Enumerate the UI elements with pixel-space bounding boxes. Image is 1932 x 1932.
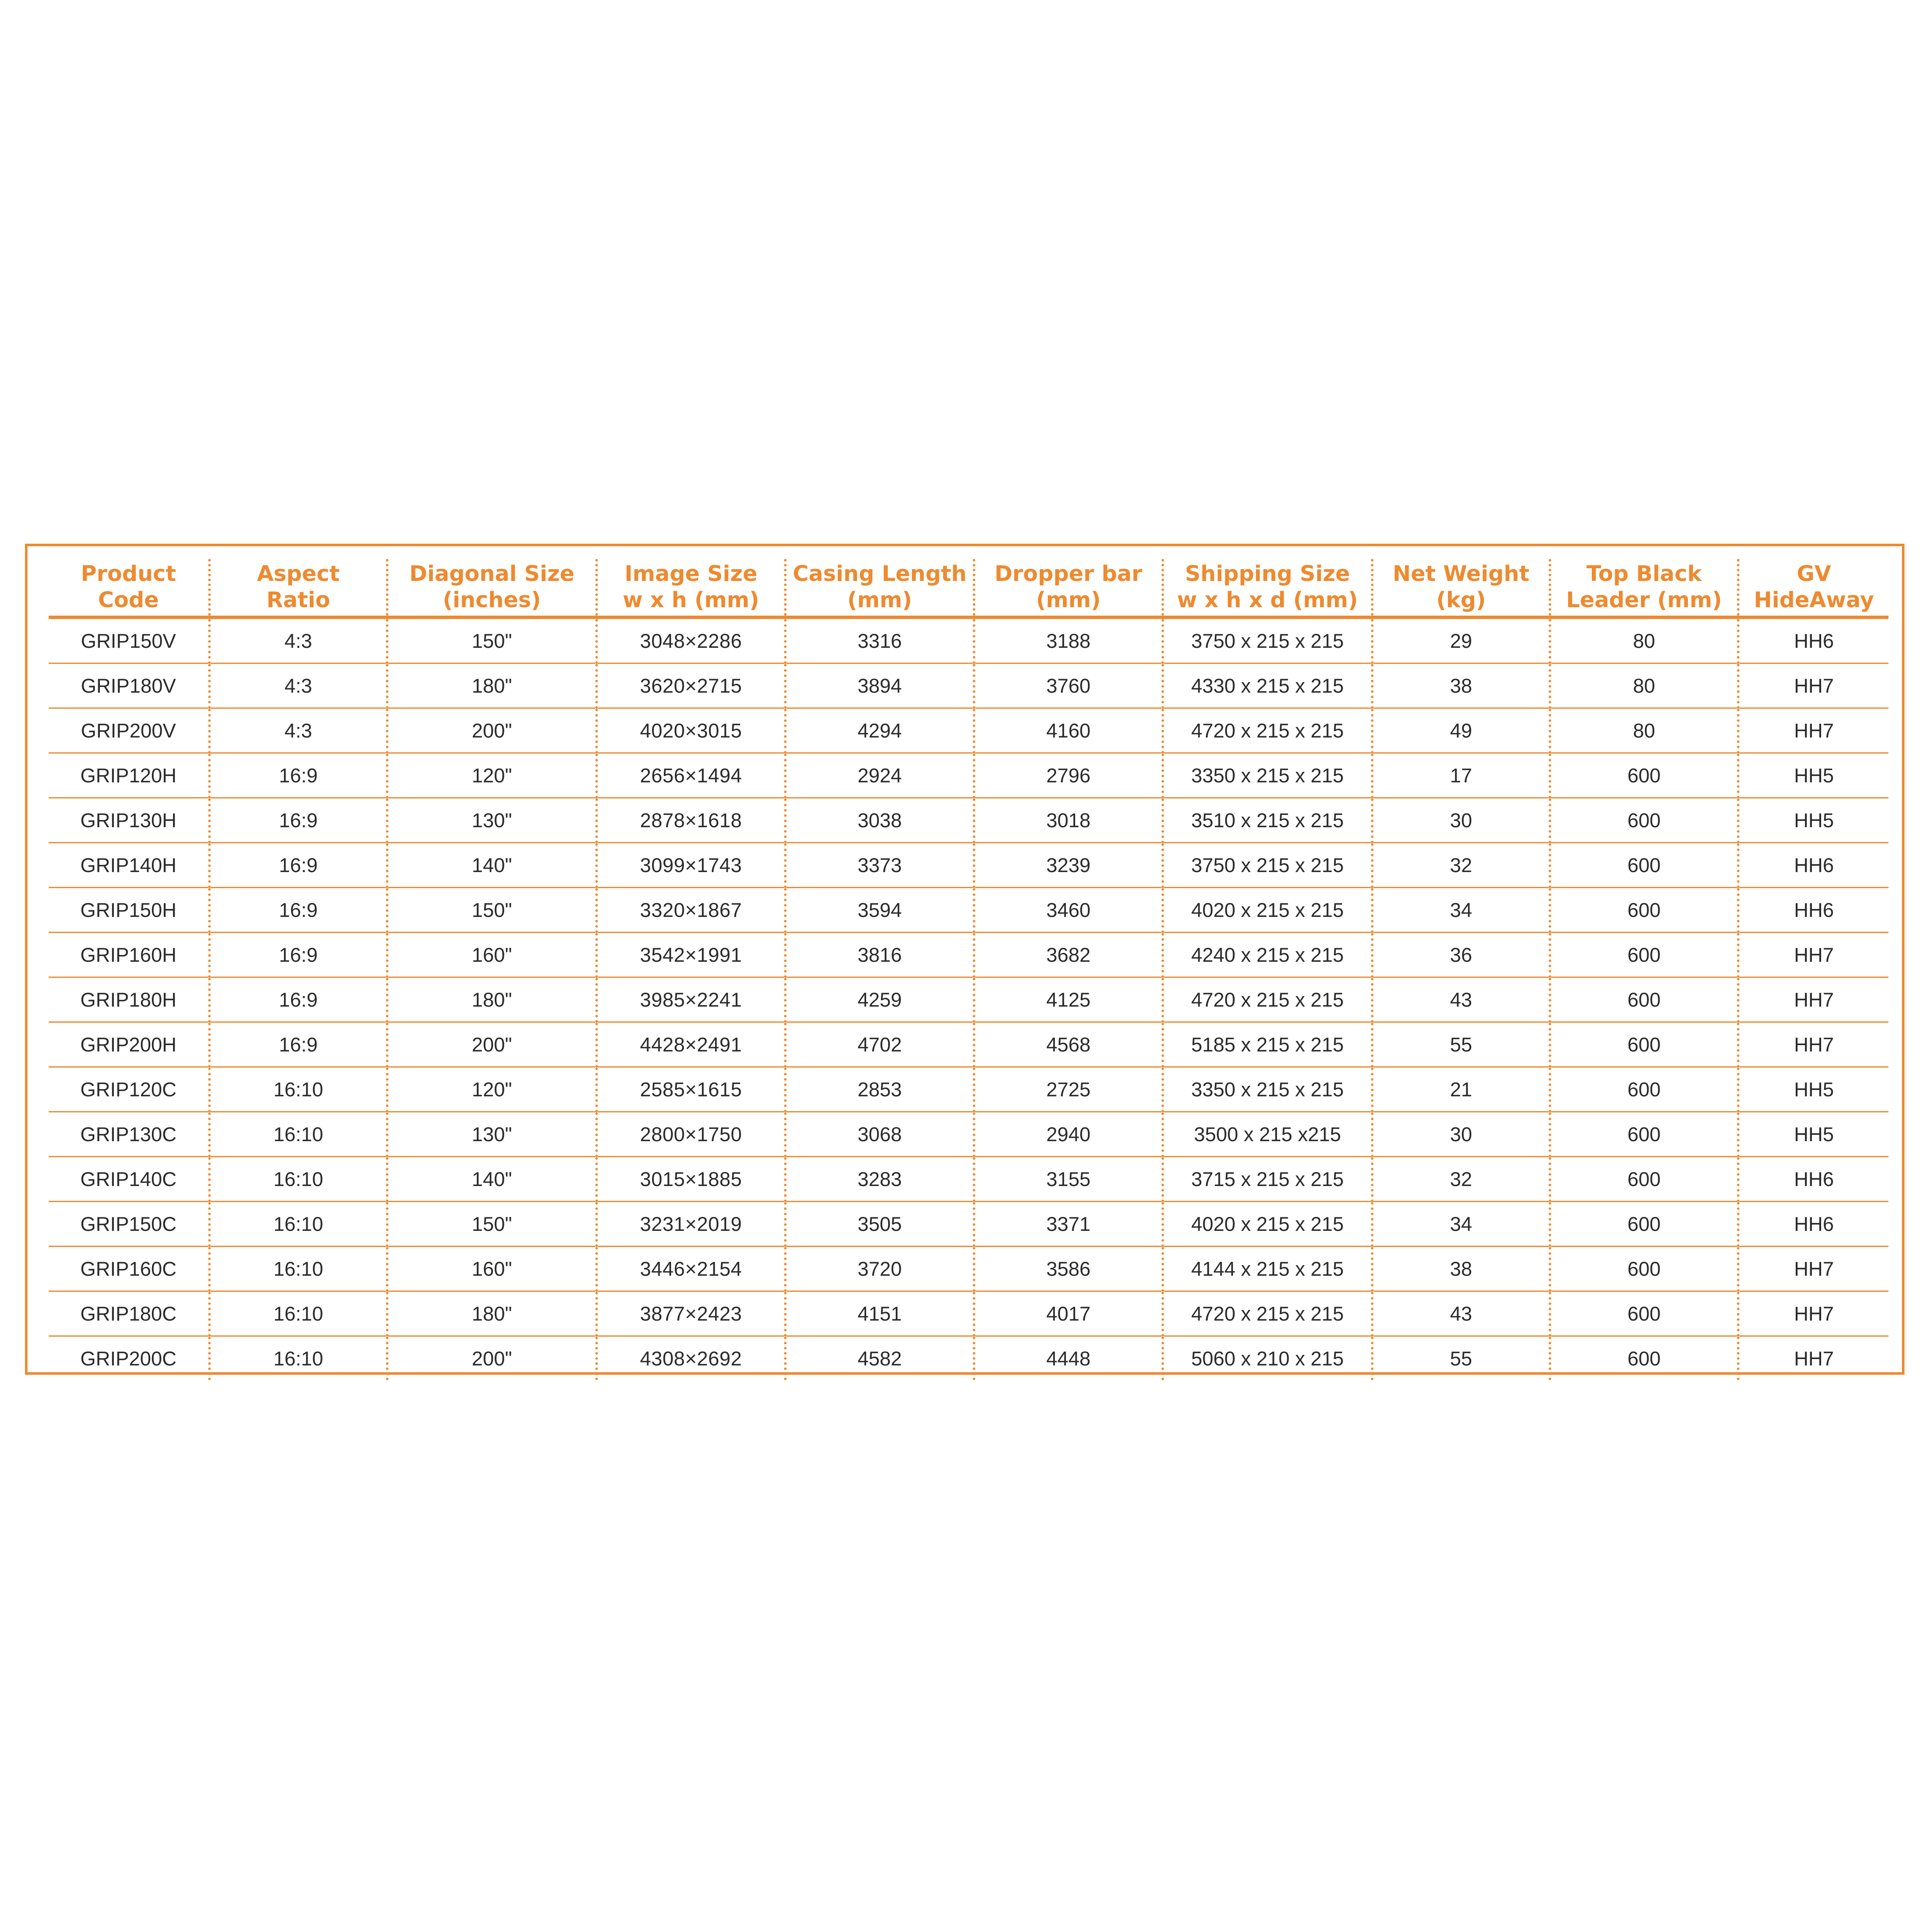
table-row [49,798,1888,843]
table-row [49,1067,1888,1112]
header-text-line: Net Weight [1393,561,1530,586]
cell-product-code: GRIP160C [49,1247,209,1291]
cell-casing-length: 2853 [785,1067,974,1112]
cell-image-size: 3542×1991 [597,933,785,977]
cell-net-weight: 21 [1372,1067,1550,1112]
cell-dropper-bar: 2796 [974,753,1163,798]
cell-diagonal-size: 200" [387,1022,597,1067]
cell-gv-hideaway: HH7 [1738,1022,1888,1067]
table-row [49,1112,1888,1157]
cell-top-black-leader: 600 [1550,1202,1738,1247]
cell-net-weight: 34 [1372,1202,1550,1247]
cell-shipping-size: 4240 x 215 x 215 [1163,933,1372,977]
spec-table [49,559,1888,1380]
header-aspect-ratio [209,559,387,617]
header-net-weight [1372,559,1550,617]
cell-net-weight: 43 [1372,977,1550,1022]
cell-casing-length: 3373 [785,843,974,888]
cell-product-code: GRIP120H [49,753,209,798]
cell-net-weight: 36 [1372,933,1550,977]
cell-shipping-size: 3510 x 215 x 215 [1163,798,1372,843]
cell-dropper-bar: 2725 [974,1067,1163,1112]
cell-aspect-ratio: 16:9 [209,798,387,843]
cell-dropper-bar: 4125 [974,977,1163,1022]
header-casing-length [785,559,974,617]
cell-aspect-ratio: 16:9 [209,933,387,977]
header-image-size [597,559,785,617]
cell-diagonal-size: 160" [387,933,597,977]
cell-gv-hideaway: HH5 [1738,1067,1888,1112]
cell-gv-hideaway: HH7 [1738,1336,1888,1381]
cell-gv-hideaway: HH6 [1738,1202,1888,1247]
cell-product-code: GRIP180C [49,1291,209,1336]
cell-casing-length: 3068 [785,1112,974,1157]
cell-image-size: 3015×1885 [597,1157,785,1202]
cell-aspect-ratio: 16:10 [209,1157,387,1202]
header-text-line: (mm) [847,588,912,613]
cell-shipping-size: 4144 x 215 x 215 [1163,1247,1372,1291]
header-text-line: Shipping Size [1185,561,1350,586]
cell-product-code: GRIP140C [49,1157,209,1202]
cell-dropper-bar: 2940 [974,1112,1163,1157]
cell-casing-length: 4259 [785,977,974,1022]
table-row [49,1247,1888,1291]
cell-gv-hideaway: HH7 [1738,708,1888,753]
spec-table-frame [25,544,1904,1375]
cell-net-weight: 32 [1372,843,1550,888]
table-row [49,1157,1888,1202]
cell-diagonal-size: 180" [387,1291,597,1336]
cell-dropper-bar: 4160 [974,708,1163,753]
cell-casing-length: 3283 [785,1157,974,1202]
cell-gv-hideaway: HH5 [1738,798,1888,843]
table-header [49,559,1888,617]
cell-top-black-leader: 600 [1550,1067,1738,1112]
table-row [49,977,1888,1022]
table-row [49,1291,1888,1336]
cell-shipping-size: 4720 x 215 x 215 [1163,977,1372,1022]
header-row [49,559,1888,617]
cell-shipping-size: 3350 x 215 x 215 [1163,1067,1372,1112]
cell-product-code: GRIP150H [49,888,209,933]
cell-gv-hideaway: HH7 [1738,977,1888,1022]
cell-dropper-bar: 3586 [974,1247,1163,1291]
cell-image-size: 3446×2154 [597,1247,785,1291]
table-body [49,617,1888,1380]
cell-gv-hideaway: HH7 [1738,1291,1888,1336]
cell-image-size: 4428×2491 [597,1022,785,1067]
cell-product-code: GRIP160H [49,933,209,977]
cell-diagonal-size: 180" [387,663,597,708]
cell-casing-length: 3038 [785,798,974,843]
cell-gv-hideaway: HH7 [1738,663,1888,708]
cell-top-black-leader: 600 [1550,753,1738,798]
cell-net-weight: 55 [1372,1022,1550,1067]
cell-shipping-size: 3500 x 215 x215 [1163,1112,1372,1157]
cell-aspect-ratio: 4:3 [209,617,387,663]
header-text-line: Leader (mm) [1566,588,1722,613]
cell-shipping-size: 5060 x 210 x 215 [1163,1336,1372,1381]
cell-net-weight: 49 [1372,708,1550,753]
cell-shipping-size: 4720 x 215 x 215 [1163,708,1372,753]
cell-aspect-ratio: 16:10 [209,1247,387,1291]
cell-image-size: 2800×1750 [597,1112,785,1157]
cell-top-black-leader: 600 [1550,977,1738,1022]
header-text-line: Casing Length [793,561,967,586]
cell-dropper-bar: 3155 [974,1157,1163,1202]
cell-net-weight: 30 [1372,1112,1550,1157]
header-dropper-bar [974,559,1163,617]
cell-net-weight: 38 [1372,1247,1550,1291]
cell-aspect-ratio: 16:10 [209,1202,387,1247]
cell-aspect-ratio: 16:9 [209,753,387,798]
header-diagonal-size [387,559,597,617]
cell-dropper-bar: 3760 [974,663,1163,708]
cell-gv-hideaway: HH6 [1738,1157,1888,1202]
cell-shipping-size: 3715 x 215 x 215 [1163,1157,1372,1202]
header-text-line: Code [98,588,159,613]
header-text-line: HideAway [1754,588,1874,613]
cell-diagonal-size: 150" [387,1202,597,1247]
cell-image-size: 3320×1867 [597,888,785,933]
cell-top-black-leader: 600 [1550,1157,1738,1202]
cell-diagonal-size: 180" [387,977,597,1022]
cell-casing-length: 3316 [785,617,974,663]
cell-diagonal-size: 130" [387,1112,597,1157]
cell-casing-length: 3505 [785,1202,974,1247]
header-shipping-size [1163,559,1372,617]
cell-net-weight: 30 [1372,798,1550,843]
cell-dropper-bar: 3371 [974,1202,1163,1247]
cell-diagonal-size: 150" [387,888,597,933]
cell-casing-length: 3720 [785,1247,974,1291]
cell-aspect-ratio: 16:9 [209,977,387,1022]
cell-gv-hideaway: HH6 [1738,843,1888,888]
cell-shipping-size: 4330 x 215 x 215 [1163,663,1372,708]
header-text-line: Dropper bar [994,561,1142,586]
table-row [49,843,1888,888]
cell-diagonal-size: 160" [387,1247,597,1291]
cell-diagonal-size: 120" [387,1067,597,1112]
cell-shipping-size: 4720 x 215 x 215 [1163,1291,1372,1336]
cell-gv-hideaway: HH5 [1738,1112,1888,1157]
cell-casing-length: 3816 [785,933,974,977]
cell-dropper-bar: 3188 [974,617,1163,663]
header-top-black-leader [1550,559,1738,617]
header-text-line: GV [1797,561,1831,586]
table-row [49,663,1888,708]
cell-diagonal-size: 120" [387,753,597,798]
cell-aspect-ratio: 16:9 [209,1022,387,1067]
cell-product-code: GRIP140H [49,843,209,888]
cell-dropper-bar: 4017 [974,1291,1163,1336]
cell-top-black-leader: 80 [1550,617,1738,663]
table-row [49,617,1888,663]
cell-casing-length: 4294 [785,708,974,753]
cell-product-code: GRIP120C [49,1067,209,1112]
cell-product-code: GRIP150V [49,617,209,663]
table-row [49,708,1888,753]
cell-diagonal-size: 140" [387,1157,597,1202]
cell-product-code: GRIP200C [80,1347,177,1370]
cell-product-code: GRIP130C [49,1112,209,1157]
cell-net-weight: 55 [1372,1336,1550,1381]
cell-aspect-ratio: 4:3 [209,708,387,753]
header-text-line: Image Size [625,561,757,586]
cell-net-weight: 38 [1372,663,1550,708]
table-row [49,933,1888,977]
cell-diagonal-size: 150" [387,617,597,663]
cell-net-weight: 29 [1372,617,1550,663]
cell-diagonal-size: 200" [387,708,597,753]
table-row [49,1022,1888,1067]
cell-product-code: GRIP180V [49,663,209,708]
cell-gv-hideaway: HH5 [1738,753,1888,798]
cell-product-code: GRIP150C [49,1202,209,1247]
cell-top-black-leader: 600 [1550,1336,1738,1381]
cell-aspect-ratio: 16:9 [209,843,387,888]
cell-casing-length: 4582 [785,1336,974,1381]
cell-dropper-bar: 4448 [974,1336,1163,1381]
table-row [49,888,1888,933]
cell-casing-length: 4702 [785,1022,974,1067]
cell-top-black-leader: 600 [1550,1112,1738,1157]
cell-aspect-ratio: 16:10 [209,1067,387,1112]
cell-net-weight: 17 [1372,753,1550,798]
header-gv-hideaway [1738,559,1888,617]
cell-dropper-bar: 4568 [974,1022,1163,1067]
header-text-line: Top Black [1586,561,1702,586]
cell-top-black-leader: 600 [1550,1022,1738,1067]
cell-image-size: 2585×1615 [597,1067,785,1112]
header-text-line: Ratio [266,588,330,613]
cell-image-size: 3877×2423 [597,1291,785,1336]
cell-shipping-size: 3750 x 215 x 215 [1163,843,1372,888]
cell-net-weight: 34 [1372,888,1550,933]
cell-diagonal-size: 140" [387,843,597,888]
cell-image-size: 2656×1494 [597,753,785,798]
cell-image-size: 3099×1743 [597,843,785,888]
cell-product-code: GRIP200H [49,1022,209,1067]
cell-image-size: 4308×2692 [597,1336,785,1381]
cell-aspect-ratio: 16:10 [209,1291,387,1336]
cell-shipping-size: 4020 x 215 x 215 [1163,888,1372,933]
cell-aspect-ratio: 16:9 [209,888,387,933]
header-text-line: (inches) [443,588,541,613]
cell-gv-hideaway: HH6 [1738,617,1888,663]
table-row [49,753,1888,798]
header-text-line: w x h (mm) [622,588,760,613]
cell-dropper-bar: 3460 [974,888,1163,933]
cell-product-code: GRIP130H [49,798,209,843]
cell-top-black-leader: 600 [1550,798,1738,843]
cell-image-size: 2878×1618 [597,798,785,843]
header-text-line: Diagonal Size [409,561,575,586]
cell-casing-length: 4151 [785,1291,974,1336]
cell-dropper-bar: 3682 [974,933,1163,977]
cell-casing-length: 2924 [785,753,974,798]
cell-net-weight: 32 [1372,1157,1550,1202]
cell-top-black-leader: 80 [1550,708,1738,753]
cell-aspect-ratio: 16:10 [209,1112,387,1157]
cell-aspect-ratio: 4:3 [209,663,387,708]
cell-image-size: 3048×2286 [597,617,785,663]
cell-casing-length: 3894 [785,663,974,708]
cell-top-black-leader: 600 [1550,888,1738,933]
header-product-code [49,559,209,617]
header-text-line: w x h x d (mm) [1177,588,1358,613]
cell-top-black-leader: 600 [1550,843,1738,888]
cell-gv-hideaway: HH6 [1738,888,1888,933]
cell-image-size: 3231×2019 [597,1202,785,1247]
cell-shipping-size: 3350 x 215 x 215 [1163,753,1372,798]
table-row [49,1202,1888,1247]
cell-dropper-bar: 3018 [974,798,1163,843]
cell-shipping-size: 5185 x 215 x 215 [1163,1022,1372,1067]
header-text-line: Aspect [257,561,340,586]
cell-dropper-bar: 3239 [974,843,1163,888]
cell-shipping-size: 3750 x 215 x 215 [1163,617,1372,663]
cell-image-size: 4020×3015 [597,708,785,753]
cell-top-black-leader: 600 [1550,1291,1738,1336]
cell-top-black-leader: 600 [1550,933,1738,977]
cell-gv-hideaway: HH7 [1738,1247,1888,1291]
cell-image-size: 3985×2241 [597,977,785,1022]
header-text-line: Product [81,561,176,586]
cell-diagonal-size: 200" [387,1336,597,1381]
cell-top-black-leader: 80 [1550,663,1738,708]
cell-aspect-ratio: 16:10 [209,1336,387,1381]
cell-image-size: 3620×2715 [597,663,785,708]
cell-shipping-size: 4020 x 215 x 215 [1163,1202,1372,1247]
cell-casing-length: 3594 [785,888,974,933]
cell-gv-hideaway: HH7 [1738,933,1888,977]
table-row [49,1336,1888,1381]
cell-top-black-leader: 600 [1550,1247,1738,1291]
cell-product-code: GRIP180H [49,977,209,1022]
cell-diagonal-size: 130" [387,798,597,843]
cell-net-weight: 43 [1372,1291,1550,1336]
cell-product-code: GRIP200V [49,708,209,753]
header-text-line: (kg) [1436,588,1486,613]
header-text-line: (mm) [1036,588,1101,613]
